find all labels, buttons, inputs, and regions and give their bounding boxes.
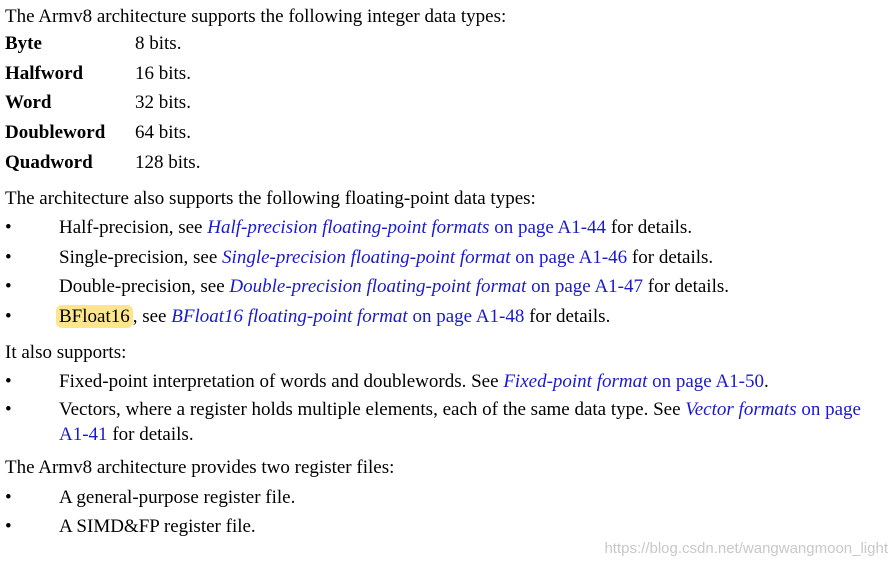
fp-tail-text: for details. — [643, 276, 730, 298]
bullet: • — [5, 276, 12, 298]
item-tail-text: for details. — [107, 424, 194, 446]
integer-types-intro: The Armv8 architecture supports the following integer data types: — [5, 6, 507, 27]
fp-term: Double-precision — [59, 276, 191, 298]
type-size: 8 bits. — [135, 33, 182, 54]
table-row — [5, 148, 200, 178]
type-size: 16 bits. — [135, 62, 191, 84]
table-row — [5, 118, 200, 148]
document-page — [5, 0, 890, 542]
watermark: https://blog.csdn.net/wangwangmoon_light — [604, 540, 888, 557]
register-files-list — [5, 483, 890, 542]
bullet: • — [5, 486, 12, 508]
list-item — [5, 302, 890, 332]
bullet: • — [5, 516, 12, 538]
xref-link-single-precision[interactable]: Single-precision floating-point format on page A1-46 — [222, 246, 628, 268]
fp-mid-text: , see — [168, 217, 208, 239]
xref-link-half-precision[interactable]: Half-precision floating-point formats on page A1-44 — [207, 217, 607, 239]
type-size: 64 bits. — [135, 122, 191, 144]
fp-mid-text: , see — [132, 306, 172, 328]
bullet: • — [5, 306, 12, 328]
register-files-intro: The Armv8 architecture provides two register files: — [5, 457, 395, 479]
type-size: 128 bits. — [135, 151, 201, 173]
integer-types-table — [5, 29, 200, 178]
list-item — [5, 243, 890, 273]
fp-mid-text: , see — [190, 276, 230, 298]
table-row — [5, 88, 200, 118]
bullet: • — [5, 246, 12, 268]
type-name: Halfword — [5, 62, 84, 84]
bullet: • — [5, 371, 12, 393]
fp-mid-text: , see — [183, 246, 223, 268]
list-item — [5, 483, 890, 513]
fp-tail-text: for details. — [606, 217, 693, 239]
fp-types-intro: The architecture also supports the following floating-point data types: — [5, 187, 536, 209]
item-text: A general-purpose register file. — [59, 486, 296, 508]
type-size: 32 bits. — [135, 92, 191, 114]
table-row — [5, 59, 200, 89]
list-item — [5, 213, 890, 243]
list-item — [5, 367, 890, 397]
list-item — [5, 512, 890, 542]
fp-term: Half-precision — [59, 217, 169, 239]
xref-link-fixed-point[interactable]: Fixed-point format on page A1-50 — [503, 371, 764, 393]
type-name: Word — [5, 92, 52, 114]
table-row — [5, 29, 200, 59]
bullet: • — [5, 217, 12, 239]
fp-tail-text: for details. — [524, 306, 611, 328]
type-name: Doubleword — [5, 122, 106, 144]
item-text: Vectors, where a register holds multiple elements, each of the same data type. See — [59, 399, 686, 421]
xref-link-double-precision[interactable]: Double-precision floating-point format on page A1-47 — [229, 276, 643, 298]
type-name: Byte — [5, 33, 42, 54]
also-supports-list — [5, 367, 890, 447]
fp-types-list — [5, 213, 890, 332]
xref-link-bfloat16[interactable]: BFloat16 floating-point format on page A1-48 — [171, 306, 525, 328]
also-supports-intro: It also supports: — [5, 341, 127, 363]
highlighted-term: BFloat16 — [56, 305, 133, 328]
xref-link-vector-formats[interactable]: Vector formats on page A1-41 — [59, 399, 861, 446]
fp-tail-text: for details. — [627, 246, 714, 268]
item-text: Fixed-point interpretation of words and doublewords. See — [59, 371, 504, 393]
list-item — [5, 272, 890, 302]
bullet: • — [5, 399, 12, 421]
fp-term: Single-precision — [59, 246, 184, 268]
type-name: Quadword — [5, 151, 93, 173]
list-item — [5, 397, 890, 447]
item-text: A SIMD&FP register file. — [59, 516, 256, 538]
item-tail-text: . — [764, 371, 769, 393]
